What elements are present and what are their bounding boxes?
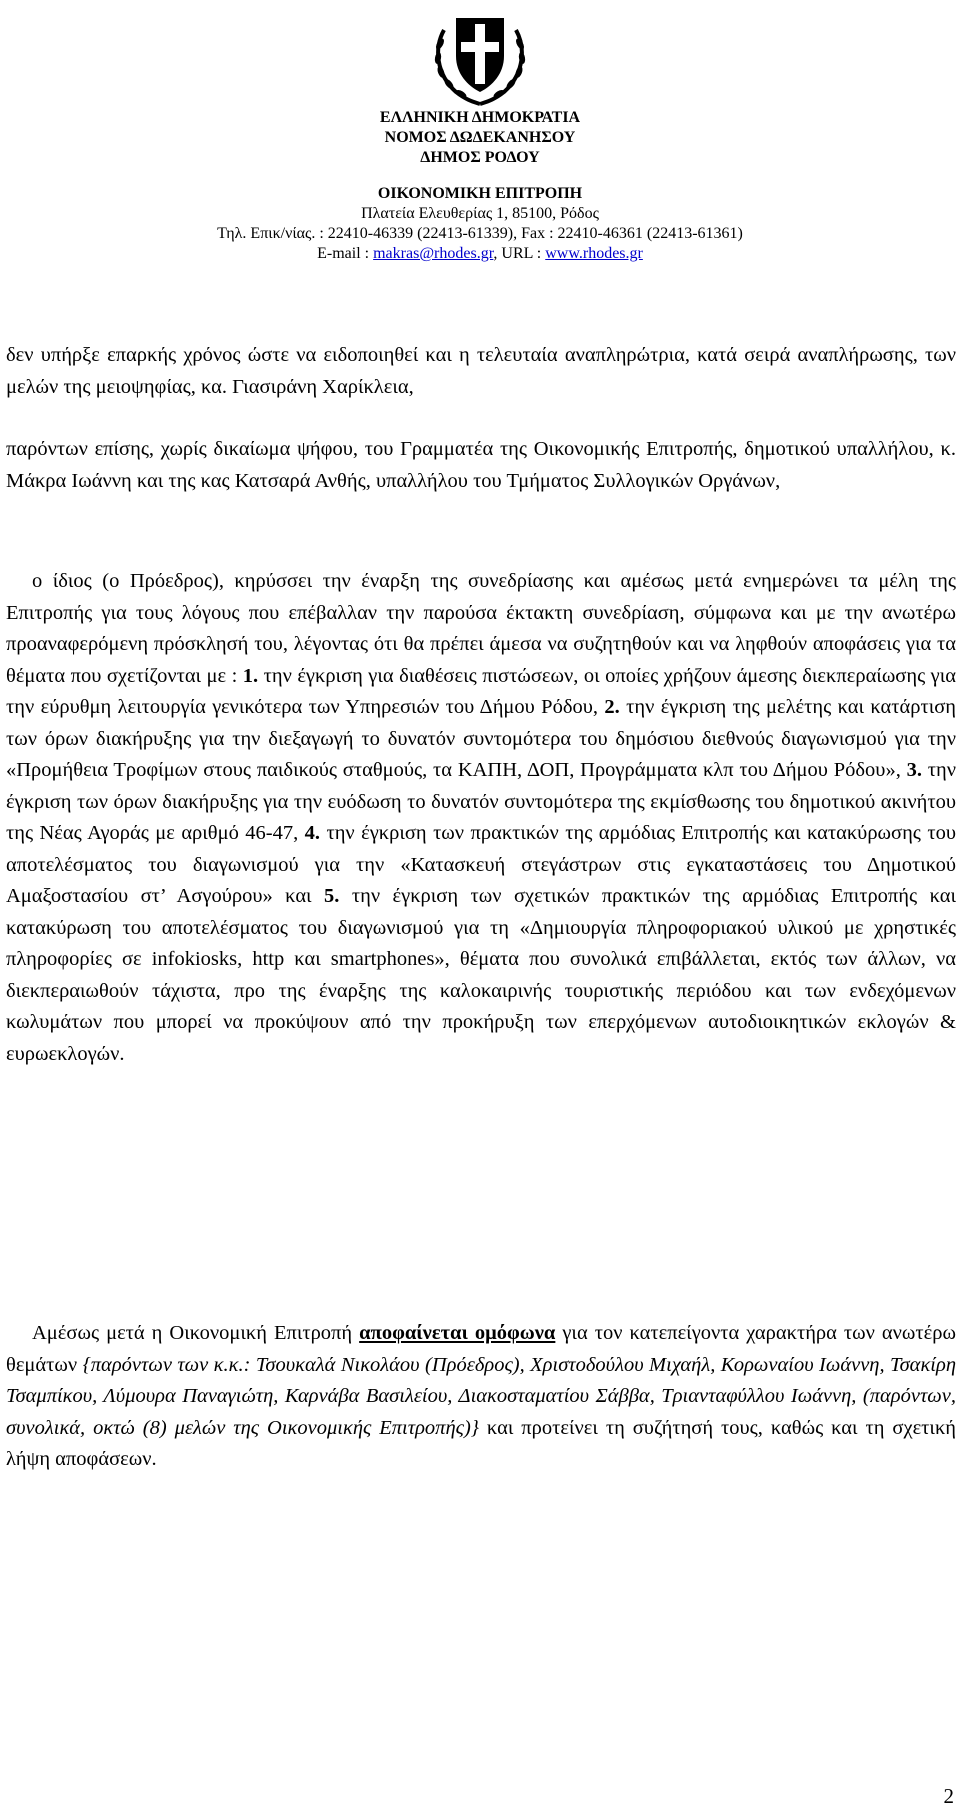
paragraph-4-block bbox=[6, 1318, 956, 1476]
item-number-1: 1. bbox=[242, 664, 259, 687]
paragraph-4 bbox=[6, 1318, 956, 1476]
header-committee: ΟΙΚΟΝΟΜΙΚΗ ΕΠΙΤΡΟΠΗ bbox=[377, 185, 583, 202]
p3-text-f: την έγκριση των σχετικών πρακτικών της αρμόδιας Επιτροπής και κατακύρωση του αποτελέσματος του διαγωνισμού για τη «Δημιουργία πληροφοριακού υλικού με χρηστικές πληροφορίες σε infokiosks, http και smartphones», θέματα που συνολικά επιβάλλεται, εκτός των άλλων, να διεκπεραιωθούν τάχιστα, προ της έναρξης της καλοκαιρινής τουριστικής περιόδου και των ενδεχόμενων κωλυμάτων που μπορεί να προκύψουν από την προκήρυξη των επερχόμενων αυτοδιοικητικών εκλογών & ευρωεκλογών. bbox=[6, 885, 956, 1065]
document-body bbox=[6, 340, 956, 403]
item-number-3: 3. bbox=[906, 759, 922, 781]
paragraph-2: παρόντων επίσης, χωρίς δικαίωμα ψήφου, του Γραμματέα της Οικονομικής Επιτροπής, δημοτικού υπαλλήλου, κ. Μάκρα Ιωάννη και της κας Κατσαρά Ανθής, υπαλλήλου του Τμήματος Συλλογικών Οργάνων, bbox=[6, 438, 956, 492]
decision-phrase: αποφαίνεται ομόφωνα bbox=[359, 1322, 556, 1344]
greek-coat-of-arms-icon bbox=[426, 4, 534, 108]
item-number-5: 5. bbox=[324, 885, 340, 907]
item-number-4: 4. bbox=[304, 822, 321, 844]
p3-text-b: την έγκριση για διαθέσεις πιστώσεων, οι οποίες χρήζουν άμεσης διεκπεραίωσης για την εύρυθμη λειτουργία γενικότερα των Υπηρεσιών του Δήμου Ρόδου, bbox=[6, 664, 956, 718]
item-number-2: 2. bbox=[604, 696, 620, 718]
header-contact bbox=[0, 244, 960, 264]
p3-text-d: την έγκριση των όρων διακήρυξης για την ευόδωση το δυνατόν συντομότερα της εκμίσθωσης του δημοτικού ακινήτου της Νέας Αγοράς με αριθμό 46-47, bbox=[6, 759, 956, 844]
attendees-list: {παρόντων των κ.κ.: Τσουκαλά Νικολάου (Πρόεδρος), Χριστοδούλου Μιχαήλ, Κορωναίου Ιωάννη, Τσακίρη Τσαμπίκου, Λύμουρα Παναγιώτη, Καρνάβα Βασιλείου, Διακοσταματίου Σάββα, Τριανταφύλλου Ιωάννη, (παρόντων, συνολικά, οκτώ (8) μελών της Οικονομικής Επιτροπής)} bbox=[6, 1353, 956, 1439]
email-link[interactable]: makras@rhodes.gr bbox=[373, 245, 494, 262]
p4-text-b: για τον κατεπείγοντα χαρακτήρα των ανωτέρω θεμάτων bbox=[6, 1322, 956, 1376]
p4-text-c: και προτείνει τη συζήτησή τους, καθώς και τη σχετική λήψη αποφάσεων. bbox=[6, 1416, 956, 1470]
p3-text-a: ο ίδιος (ο Πρόεδρος), κηρύσσει την έναρξη της συνεδρίασης και αμέσως μετά ενημερώνει τα μέλη της Επιτροπής για τους λόγους που επέβαλλαν την παρούσα έκτακτη συνεδρίαση, σύμφωνα και με την ανωτέρω προαναφερόμενη πρόσκλησή του, λέγοντας ότι θα πρέπει άμεσα να συζητηθούν και να ληφθούν αποφάσεις για τα θέματα που σχετίζονται με : bbox=[6, 570, 956, 687]
header-prefecture: ΝΟΜΟΣ ΔΩΔΕΚΑΝΗΣΟΥ bbox=[384, 129, 576, 146]
p3-text-e: την έγκριση των πρακτικών της αρμόδιας Επιτροπής και κατακύρωσης του αποτελέσματος του διαγωνισμού για την «Κατασκευή στεγάστρων στις εγκαταστάσεις του Δημοτικού Αμαξοστασίου στ’ Ασγούρου» και bbox=[6, 822, 956, 907]
email-label: E-mail : bbox=[317, 245, 374, 262]
header-municipality: ΔΗΜΟΣ ΡΟΔΟΥ bbox=[420, 149, 540, 166]
paragraph-3 bbox=[6, 566, 956, 1070]
url-link[interactable]: www.rhodes.gr bbox=[545, 245, 643, 262]
paragraph-2-block bbox=[6, 434, 956, 497]
url-label: , URL : bbox=[493, 245, 546, 262]
p3-text-c: την έγκριση της μελέτης και κατάρτιση των όρων διακήρυξης για την διεξαγωγή το δυνατόν συντομότερα του δημόσιου διεθνούς διαγωνισμού για την «Προμήθεια Τροφίμων στους παιδικούς σταθμούς, τα ΚΑΠΗ, ΔΟΠ, Προγράμματα κλπ του Δήμου Ρόδου», bbox=[6, 696, 956, 781]
header-phone: Τηλ. Επικ/νίας. : 22410-46339 (22413-61339), Fax : 22410-46361 (22413-61361) bbox=[217, 225, 743, 242]
header-country: ΕΛΛΗΝΙΚΗ ΔΗΜΟΚΡΑΤΙΑ bbox=[379, 109, 581, 126]
p4-text-a: Αμέσως μετά η Οικονομική Επιτροπή bbox=[32, 1322, 360, 1344]
paragraph-3-block bbox=[6, 566, 956, 1070]
header-address: Πλατεία Ελευθερίας 1, 85100, Ρόδος bbox=[361, 205, 599, 222]
paragraph-1: δεν υπήρξε επαρκής χρόνος ώστε να ειδοποιηθεί και η τελευταία αναπληρώτρια, κατά σειρά αναπλήρωσης, των μελών της μειοψηφίας, κα. Γιασιράνη Χαρίκλεια, bbox=[6, 344, 956, 398]
page-number: 2 bbox=[943, 1784, 954, 1808]
